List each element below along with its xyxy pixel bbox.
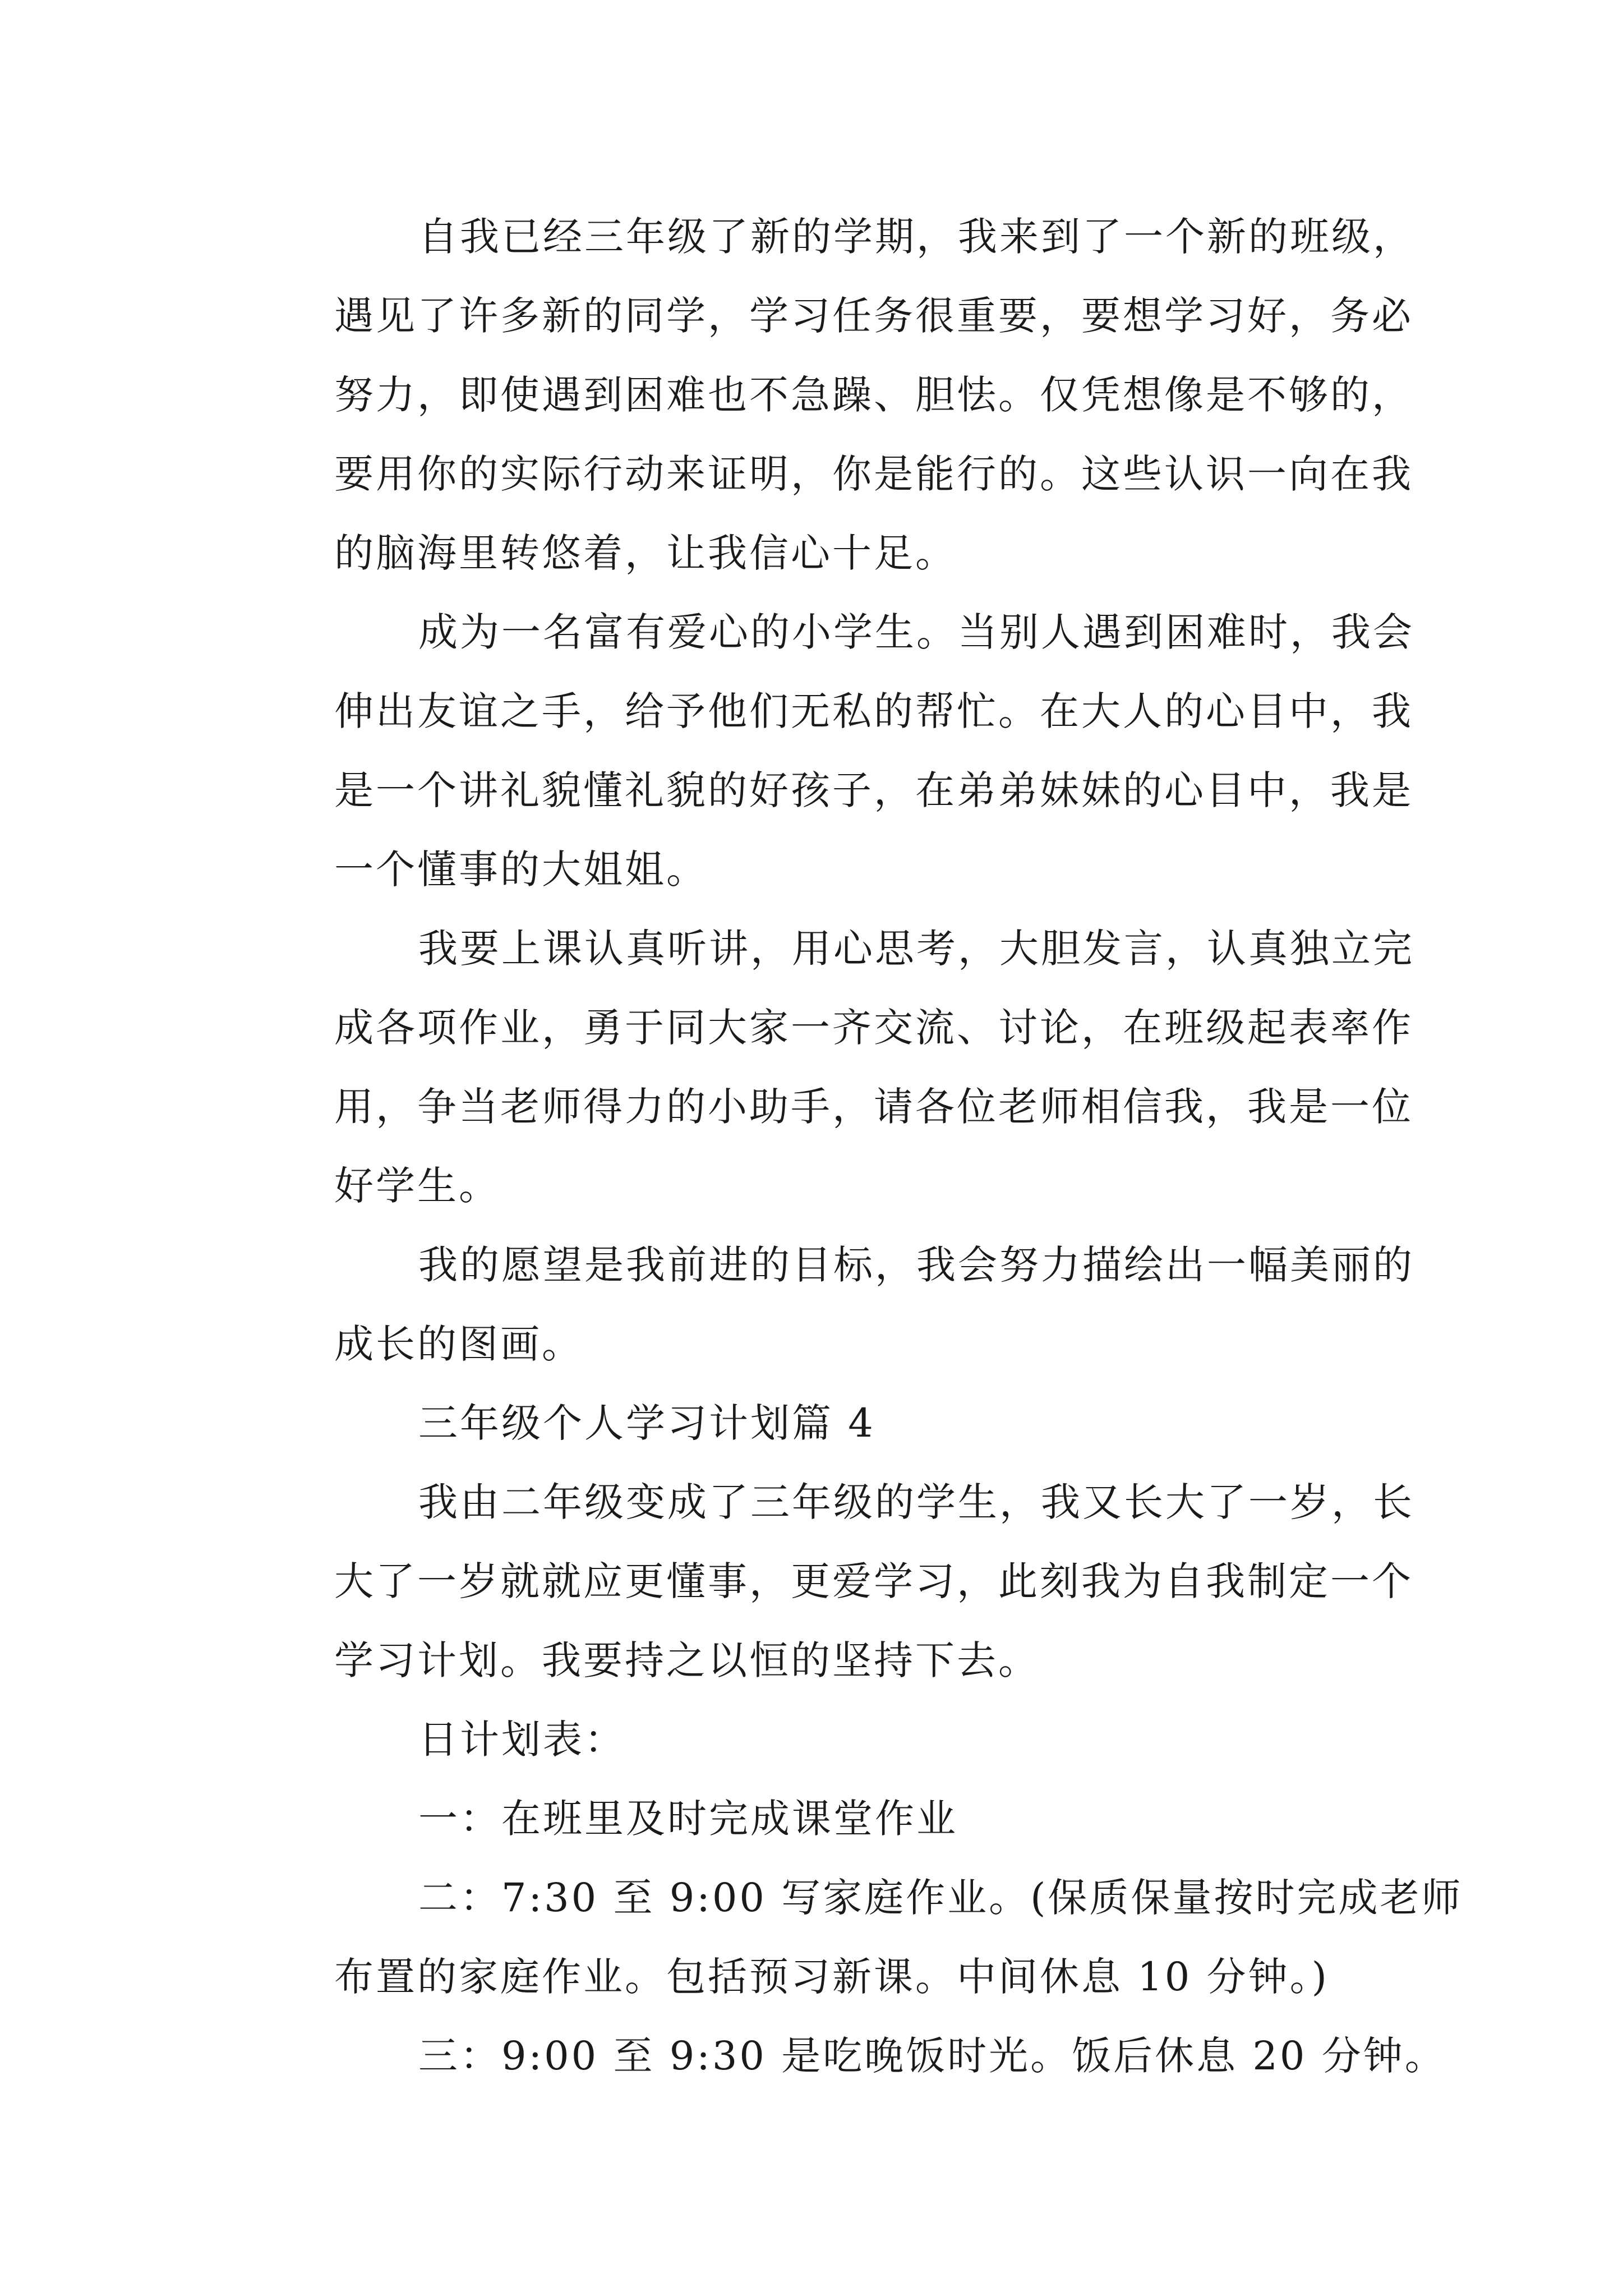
paragraph-2 (250, 593, 1414, 909)
text-line: 用，争当老师得力的小助手，请各位老师相信我，我是一位 (334, 1084, 1413, 1130)
text-line: 是一个讲礼貌懂礼貌的好孩子，在弟弟妹妹的心目中，我是 (334, 767, 1413, 813)
plan-item-1 (250, 1779, 1394, 1858)
text-line: 日计划表： (418, 1717, 626, 1763)
text-line: 布置的家庭作业。包括预习新课。中间休息 10 分钟。) (334, 1954, 1329, 2000)
text-line: 我的愿望是我前进的目标，我会努力描绘出一幅美丽的 (418, 1242, 1414, 1288)
text-line: 成为一名富有爱心的小学生。当别人遇到困难时，我会 (418, 609, 1414, 655)
text-line: 要用你的实际行动来证明，你是能行的。这些认识一向在我 (334, 451, 1413, 497)
text-line: 二：7:30 至 9:00 写家庭作业。(保质保量按时完成老师 (418, 1875, 1463, 1921)
paragraph-4 (250, 1226, 1414, 1384)
paragraph-1 (250, 197, 1414, 593)
text-line: 一个懂事的大姐姐。 (334, 846, 708, 892)
heading-line: 三年级个人学习计划篇 4 (418, 1400, 875, 1446)
text-line: 三：9:00 至 9:30 是吃晚饭时光。饭后休息 20 分钟。 (418, 2033, 1446, 2079)
text-line: 大了一岁就就应更懂事，更爱学习，此刻我为自我制定一个 (334, 1558, 1413, 1604)
text-line: 努力，即使遇到困难也不急躁、胆怯。仅凭想像是不够的， (334, 372, 1413, 418)
text-line: 成长的图画。 (334, 1321, 583, 1367)
document-body (250, 197, 1463, 2096)
paragraph-5 (250, 1463, 1414, 1700)
text-line: 的脑海里转悠着，让我信心十足。 (334, 530, 957, 576)
text-line: 遇见了许多新的同学，学习任务很重要，要想学习好，务必 (334, 293, 1413, 339)
text-line: 伸出友谊之手，给予他们无私的帮忙。在大人的心目中，我 (334, 688, 1413, 734)
plan-item-2 (250, 1858, 1463, 2017)
text-line: 学习计划。我要持之以恒的坚持下去。 (334, 1637, 1040, 1683)
text-line: 一：在班里及时完成课堂作业 (418, 1796, 958, 1842)
text-line: 好学生。 (334, 1163, 500, 1209)
text-line: 自我已经三年级了新的学期，我来到了一个新的班级， (418, 214, 1414, 260)
text-line: 我由二年级变成了三年级的学生，我又长大了一岁，长 (418, 1479, 1414, 1525)
section-heading (250, 1384, 1394, 1463)
plan-item-3 (250, 2017, 1446, 2096)
plan-table-label (250, 1700, 1394, 1779)
text-line: 成各项作业，勇于同大家一齐交流、讨论，在班级起表率作 (334, 1005, 1413, 1051)
text-line: 我要上课认真听讲，用心思考，大胆发言，认真独立完 (418, 926, 1414, 972)
paragraph-3 (250, 909, 1414, 1226)
